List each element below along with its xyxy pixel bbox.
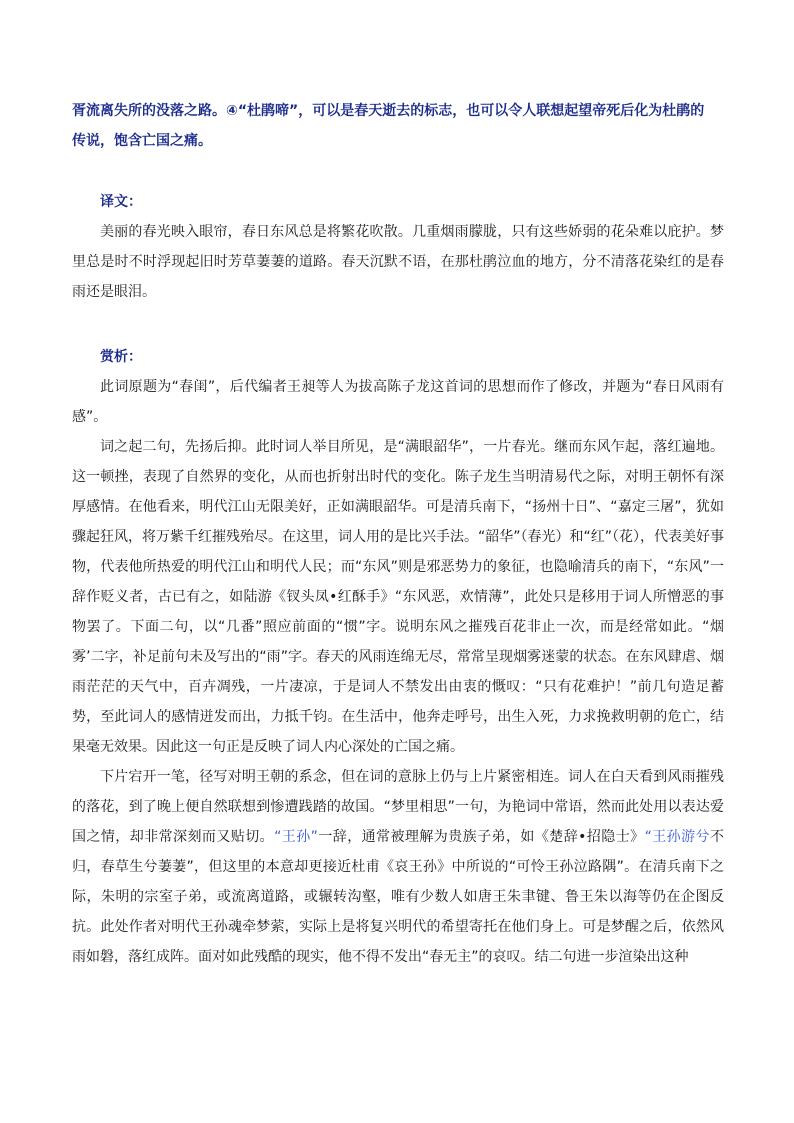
intro-line-2: 传说，饱含亡国之痛。 xyxy=(72,133,212,149)
paragraph-3-text-c: 不归，春草生兮萋萋”，但这里的本意却更接近杜甫《哀王孙》中所说的“可怜王孙泣路隅”。在清兵南下之际，朱明的宗室子弟，或流离道路，或辗转沟壑，唯有少数人如唐王朱聿键、鲁王朱以海等仍在企图反抗。此处作者对明代王孙魂牵梦萦，实际上是将复兴明代的希望寄托在他们身上。可是梦醒之后，依然风雨如磐，落红成阵。面对如此残酷的现实，他不得不发出“春无主”的哀叹。结二句进一步渲染出这种 xyxy=(72,829,724,965)
highlight-wangsun: “王孙” xyxy=(274,829,318,845)
translation-heading: 译文： xyxy=(100,194,142,210)
highlight-wangsun-quote: “王孙游兮 xyxy=(644,829,710,845)
document-page xyxy=(72,96,724,972)
spacer xyxy=(72,156,724,187)
appreciation-paragraph-3 xyxy=(72,762,724,972)
paragraph-3-text-b: 一辞，通常被理解为贵族子弟，如《楚辞•招隐士》 xyxy=(317,829,645,845)
appreciation-heading: 赏析： xyxy=(100,349,142,365)
translation-body: 美丽的春光映入眼帘，春日东风总是将繁花吹散。几重烟雨朦胧，只有这些娇弱的花朵难以庇护。梦里总是时不时浮现起旧时芳草萋萋的道路。春天沉默不语，在那杜鹃泣血的地方，分不清落花染红的是春雨还是眼泪。 xyxy=(72,224,724,300)
spacer xyxy=(72,307,724,342)
appreciation-paragraph-1: 此词原题为“春闺”，后代编者王昶等人为拔高陈子龙这首词的思想而作了修改，并题为“春日风雨有感”。 xyxy=(72,379,724,425)
appreciation-paragraph-2: 词之起二句，先扬后抑。此时词人举目所见，是“满眼韶华”，一片春光。继而东风乍起，落红遍地。这一顿挫，表现了自然界的变化，从而也折射出时代的变化。陈子龙生当明清易代之际，对明王朝怀有深厚感情。在他看来，明代江山无限美好，正如满眼韶华。可是清兵南下，“扬州十日”、“嘉定三屠”，犹如骤起狂风，将万紫千红摧残殆尽。在这里，词人用的是比兴手法。“韶华”（春光）和“红”（花），代表美好事物，代表他所热爱的明代江山和明代人民；而“东风”则是邪恶势力的象征，也隐喻清兵的南下，“东风”一辞作贬义者，古已有之，如陆游《钗头凤•红酥手》“东风恶，欢情薄”，此处只是移用于词人所憎恶的事物罢了。下面二句，以“几番”照应前面的“惯”字。说明东风之摧残百花非止一次，而是经常如此。“烟雾’二字，补足前句未及写出的“雨”字。春天的风雨连绵无尽，常常呈现烟雾迷蒙的状态。在东风肆虐、烟雨茫茫的天气中，百卉凋残，一片凄凉，于是词人不禁发出由衷的慨叹：“只有花难护！”前几句造足蓄势，至此词人的感情迸发而出，力抵千钧。在生活中，他奔走呼号，出生入死，力求挽救明朝的危亡，结果毫无效果。因此这一句正是反映了词人内心深处的亡国之痛。 xyxy=(72,439,725,755)
intro-line-1: 胥流离失所的没落之路。④“杜鹃啼”，可以是春天逝去的标志，也可以令人联想起望帝死后化为杜鹃的 xyxy=(72,103,705,119)
paragraph-3-text-a: 下片宕开一笔，径写对明王朝的系念，但在词的意脉上仍与上片紧密相连。词人在白天看到风雨摧残的落花，到了晚上便自然联想到惨遭践踏的故国。“梦里相思”一句，为艳词中常语，然而此处用以表达爱国之情，却非常深刻而又贴切。 xyxy=(72,769,724,845)
